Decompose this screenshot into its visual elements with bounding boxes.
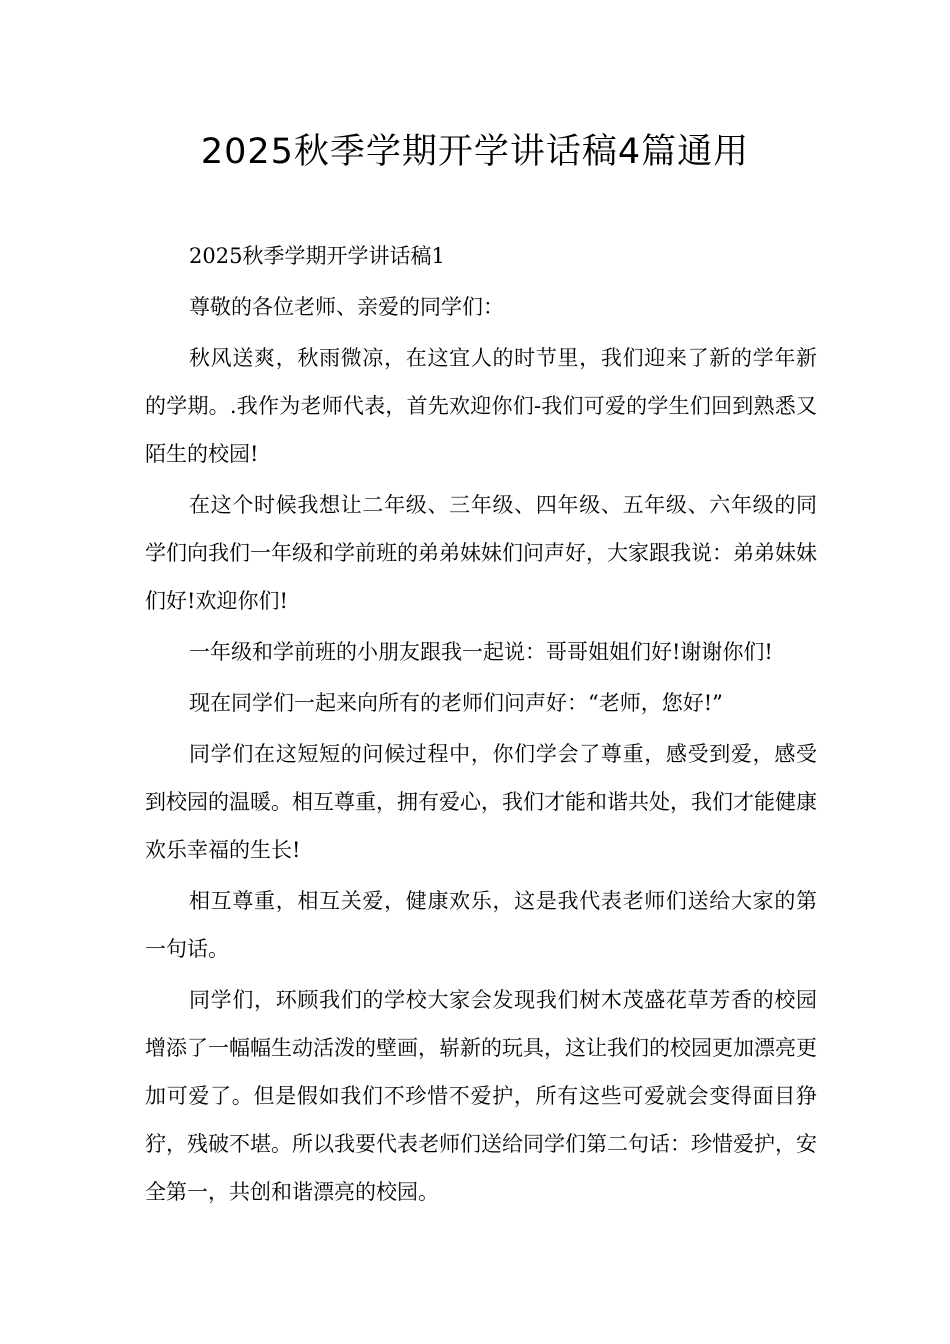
paragraph: 一年级和学前班的小朋友跟我一起说：哥哥姐姐们好!谢谢你们!: [189, 640, 773, 664]
salutation: 尊敬的各位老师、亲爱的同学们：: [189, 295, 504, 319]
paragraph: 在这个时候我想让二年级、三年级、四年级、五年级、六年级的同学们向我们一年级和学前班的弟弟妹妹们问声好，大家跟我说：弟弟妹妹们好!欢迎你们!: [145, 493, 817, 613]
paragraph: 同学们，环顾我们的学校大家会发现我们树木茂盛花草芳香的校园增添了一幅幅生动活泼的壁画，崭新的玩具，这让我们的校园更加漂亮更加可爱了。但是假如我们不珍惜不爱护，所有这些可爱就会变得面目狰狞，残破不堪。所以我要代表老师们送给同学们第二句话：珍惜爱护，安全第一，共创和谐漂亮的校园。: [145, 988, 817, 1204]
paragraph: 同学们在这短短的问候过程中，你们学会了尊重，感受到爱，感受到校园的温暖。相互尊重，拥有爱心，我们才能和谐共处，我们才能健康欢乐幸福的生长!: [145, 742, 817, 862]
paragraph: 秋风送爽，秋雨微凉，在这宜人的时节里，我们迎来了新的学年新的学期。.我作为老师代表，首先欢迎你们-我们可爱的学生们回到熟悉又陌生的校园!: [145, 346, 817, 466]
document-title: 2025秋季学期开学讲话稿4篇通用: [200, 132, 750, 172]
document-body: [145, 232, 817, 1219]
paragraph: 现在同学们一起来向所有的老师们问声好：“老师，您好!”: [189, 691, 723, 715]
section-heading: 2025秋季学期开学讲话稿1: [189, 244, 445, 268]
paragraph: 相互尊重，相互关爱，健康欢乐，这是我代表老师们送给大家的第一句话。: [145, 889, 817, 961]
